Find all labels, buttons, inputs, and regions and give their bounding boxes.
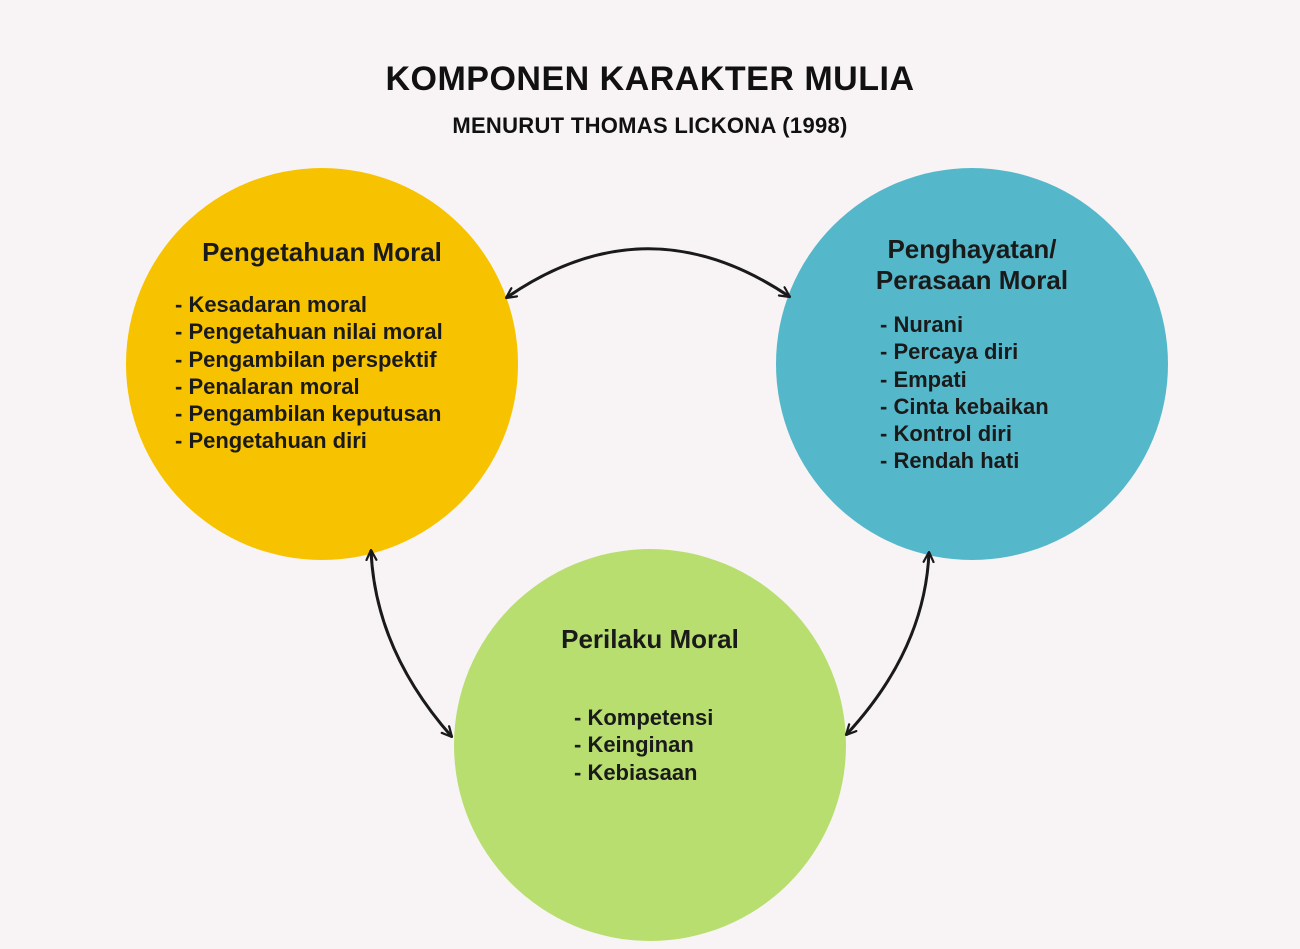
- list-item: - Penalaran moral: [175, 373, 360, 399]
- moral-feeling-heading: [776, 234, 1168, 296]
- list-item: - Kesadaran moral: [175, 292, 367, 317]
- moral-feeling-heading-line2: Perasaan Moral: [875, 265, 1069, 295]
- moral-action-heading: Perilaku Moral: [561, 624, 739, 654]
- list-item: - Rendah hati: [880, 448, 1020, 474]
- list-item: - Pengambilan perspektif: [175, 346, 437, 372]
- list-item: - Empati: [880, 366, 967, 392]
- list-item: - Percaya diri: [880, 339, 1019, 365]
- diagram-subtitle: MENURUT THOMAS LICKONA (1998): [452, 113, 848, 138]
- list-item: - Kontrol diri: [880, 421, 1012, 447]
- list-item: - Cinta kebaikan: [880, 393, 1049, 419]
- arrow-knowing-action: [371, 550, 452, 737]
- list-item: - Pengambilan keputusan: [175, 401, 442, 427]
- list-item: - Nurani: [880, 312, 964, 337]
- list-item: - Kebiasaan: [574, 759, 698, 785]
- moral-knowing-heading: Pengetahuan Moral: [202, 237, 442, 267]
- list-item: - Kompetensi: [574, 705, 714, 730]
- list-item: - Keinginan: [574, 732, 694, 758]
- arrow-knowing-feeling: [506, 249, 790, 298]
- moral-action-list: [574, 704, 713, 786]
- moral-feeling-heading-line1: Penghayatan/: [887, 234, 1057, 264]
- list-item: - Pengetahuan diri: [175, 428, 367, 454]
- diagram-title: KOMPONEN KARAKTER MULIA: [385, 60, 915, 98]
- moral-feeling-list: [880, 311, 1049, 475]
- moral-knowing-list: [175, 291, 443, 455]
- list-item: - Pengetahuan nilai moral: [175, 319, 443, 345]
- arrow-feeling-action: [846, 552, 929, 735]
